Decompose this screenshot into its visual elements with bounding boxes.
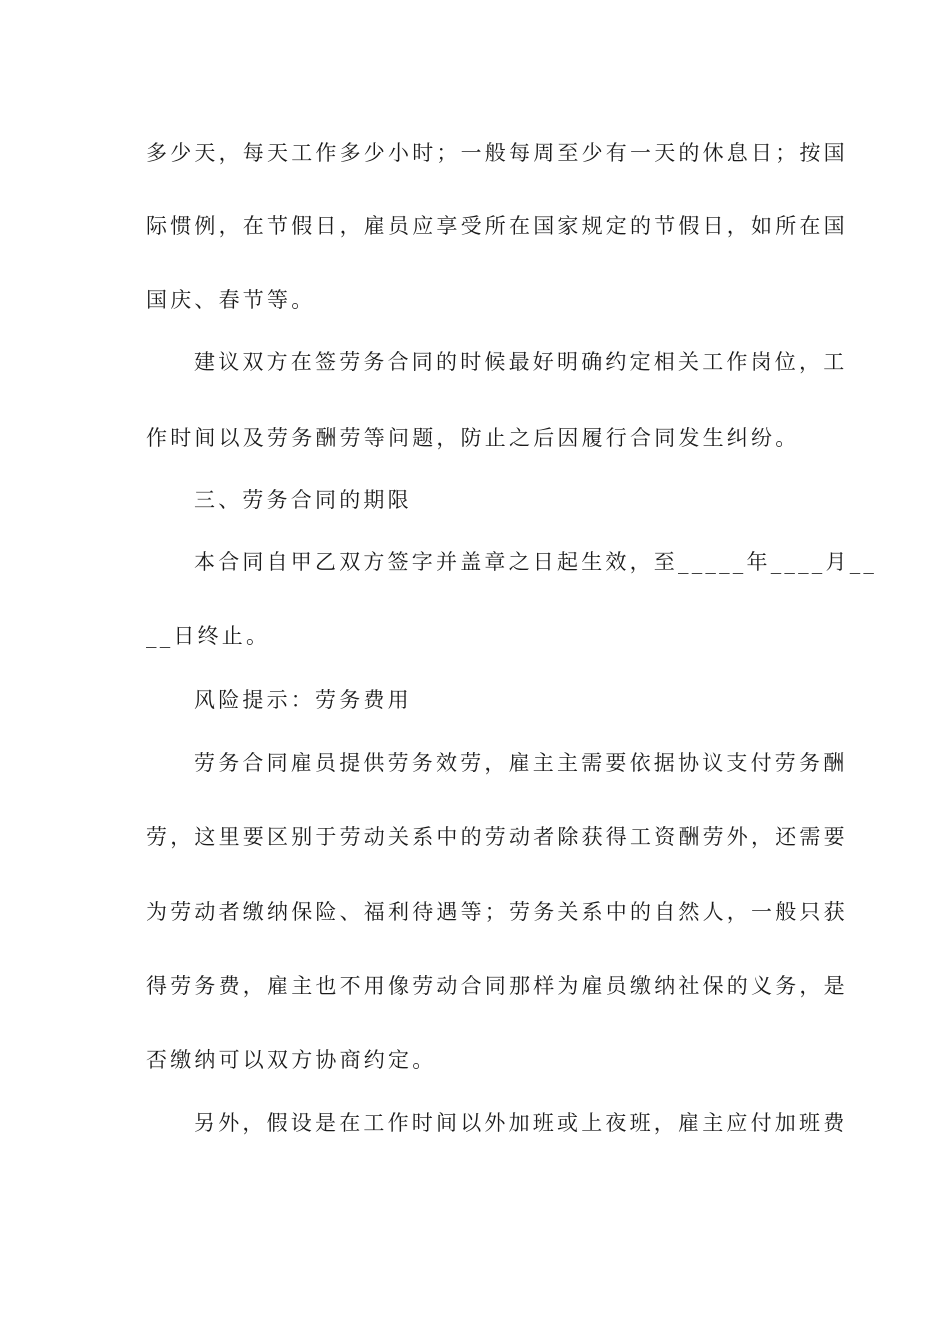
paragraph-line: 国庆、春节等。 — [146, 288, 316, 312]
paragraph-line: 作时间以及劳务酬劳等问题，防止之后因履行合同发生纠纷。 — [146, 426, 800, 450]
paragraph-line: 为劳动者缴纳保险、福利待遇等；劳务关系中的自然人，一般只获 — [146, 900, 848, 924]
paragraph-line: 否缴纳可以双方协商约定。 — [146, 1048, 437, 1072]
paragraph-line: 建议双方在签劳务合同的时候最好明确约定相关工作岗位，工 — [194, 350, 848, 374]
paragraph-line: 多少天，每天工作多少小时；一般每周至少有一天的休息日；按国 — [146, 141, 848, 165]
paragraph-line: 劳，这里要区别于劳动关系中的劳动者除获得工资酬劳外，还需要 — [146, 825, 848, 849]
paragraph-line: __日终止。 — [146, 624, 271, 648]
paragraph-line: 际惯例，在节假日，雇员应享受所在国家规定的节假日，如所在国 — [146, 214, 848, 238]
paragraph-line: 另外，假设是在工作时间以外加班或上夜班，雇主应付加班费 — [194, 1111, 848, 1135]
section-heading: 三、劳务合同的期限 — [194, 488, 412, 512]
paragraph-line: 劳务合同雇员提供劳务效劳，雇主主需要依据协议支付劳务酬 — [194, 751, 848, 775]
paragraph-line: 得劳务费，雇主也不用像劳动合同那样为雇员缴纳社保的义务，是 — [146, 974, 848, 998]
paragraph-line: 本合同自甲乙双方签字并盖章之日起生效，至_____年____月__ — [194, 550, 878, 574]
risk-heading: 风险提示：劳务费用 — [194, 688, 412, 712]
